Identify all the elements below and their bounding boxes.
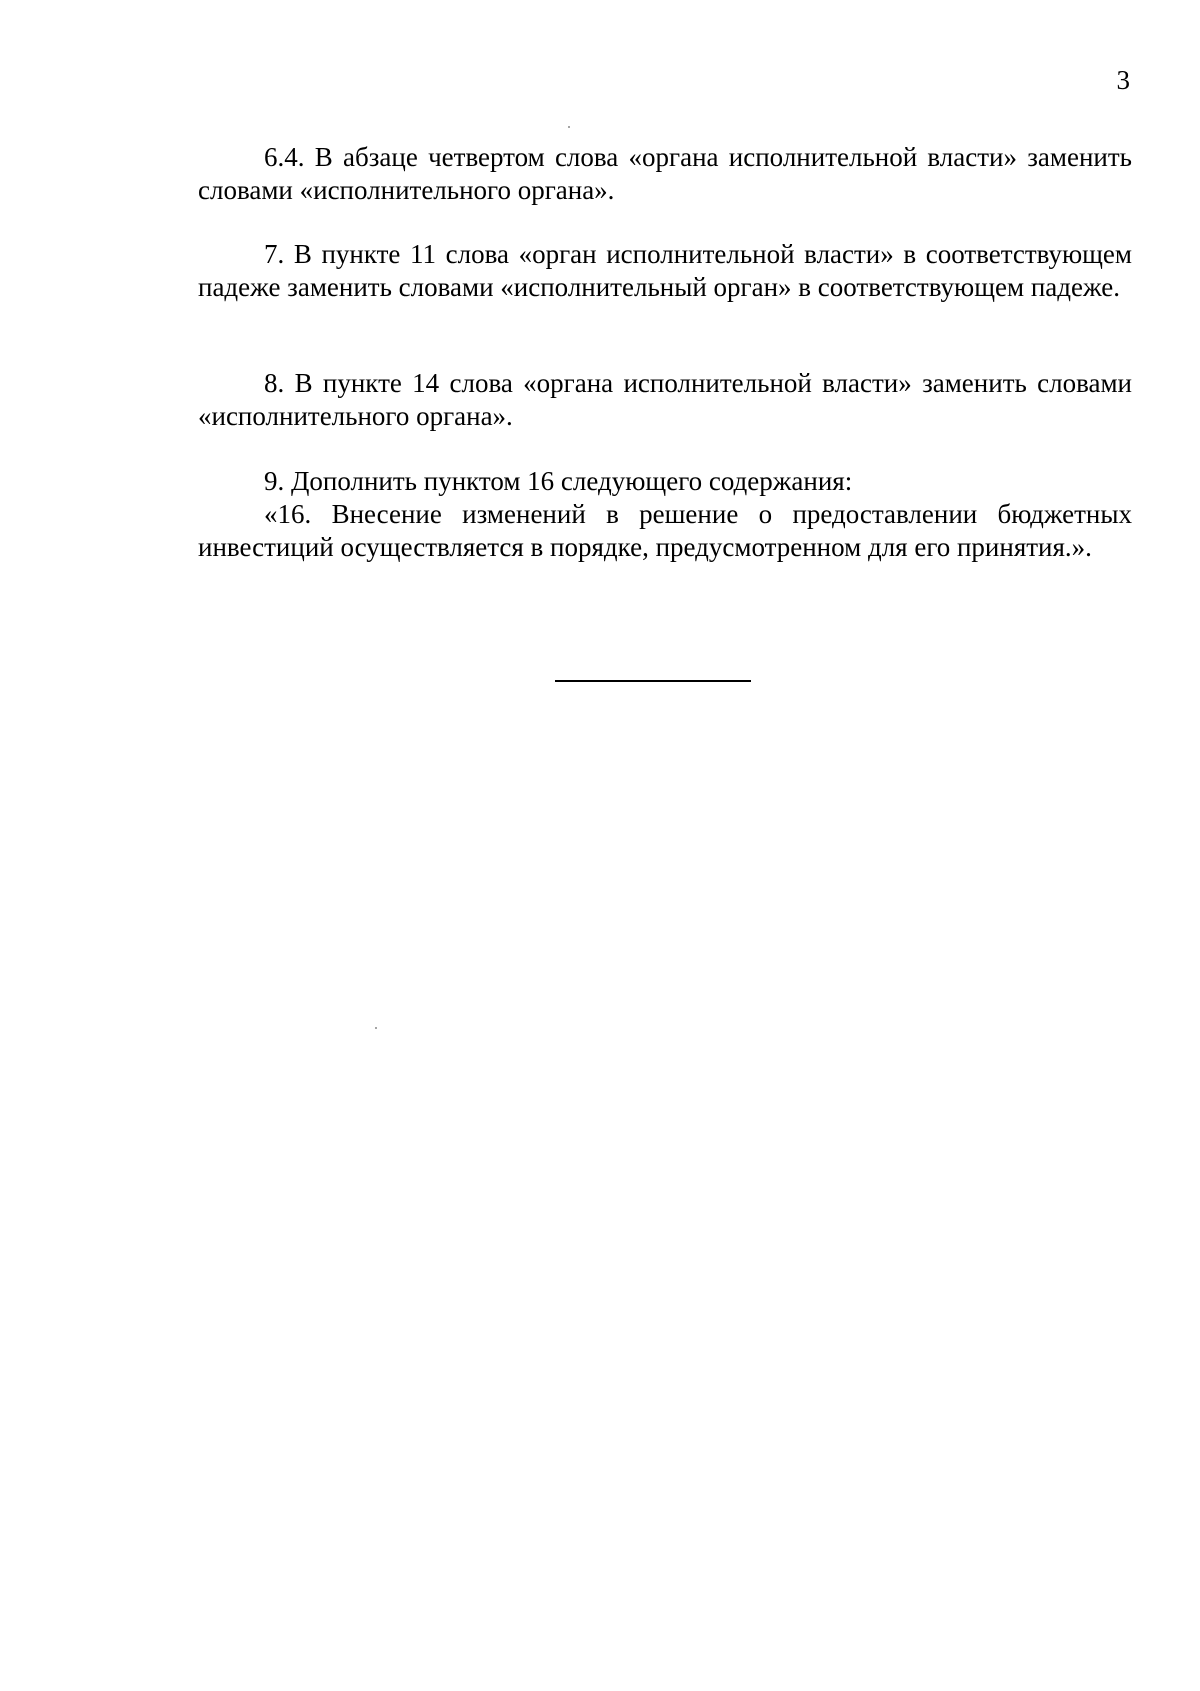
scan-speck [568, 126, 570, 128]
paragraph-6-4: 6.4. В абзаце четвертом слова «органа исполнительной власти» заменить словами «исполнительного органа». [198, 142, 1132, 205]
scan-speck [375, 1027, 377, 1029]
paragraph-9: 9. Дополнить пунктом 16 следующего содержания: [264, 466, 853, 496]
paragraph-8: 8. В пункте 14 слова «органа исполнительной власти» заменить словами «исполнительного органа». [198, 368, 1132, 431]
paragraph-7: 7. В пункте 11 слова «орган исполнительной власти» в соответствующем падеже заменить словами «исполнительный орган» в соответствующем падеже. [198, 239, 1132, 302]
end-of-document-rule [555, 680, 751, 682]
page-number: 3 [1116, 65, 1130, 95]
paragraph-16-quote: «16. Внесение изменений в решение о предоставлении бюджетных инвестиций осуществляется в порядке, предусмотренном для его принятия.». [198, 499, 1132, 562]
